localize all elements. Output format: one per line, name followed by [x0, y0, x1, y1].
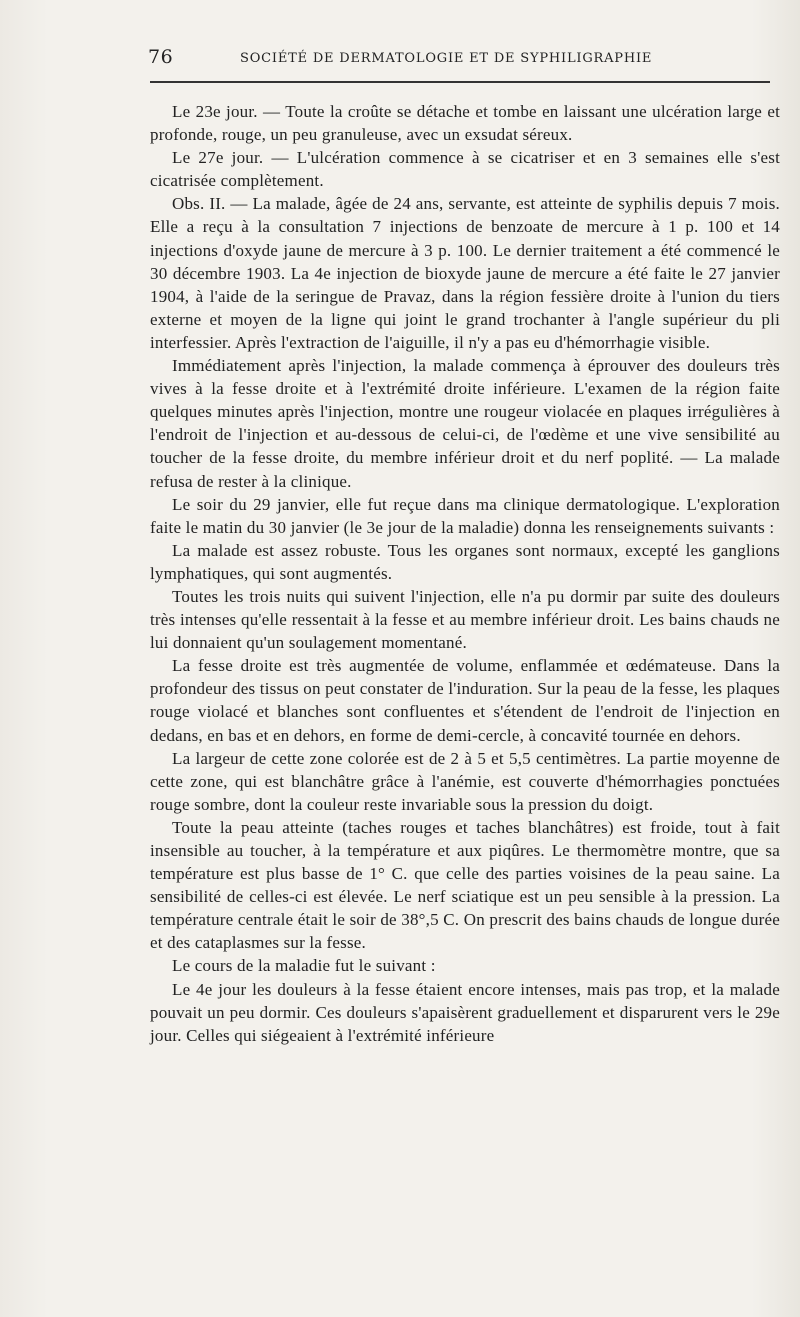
header-rule — [150, 81, 770, 83]
paragraph: Le 27e jour. — L'ulcération commence à se cicatriser et en 3 semaines elle s'est cicatrisée complètement. — [150, 148, 780, 191]
paragraph: La largeur de cette zone colorée est de 2 à 5 et 5,5 centimètres. La partie moyenne de cette zone, qui est blanchâtre grâce à l'anémie, est couverte d'hémorrhagies ponctuées rouge sombre, dont la couleur reste invariable sous la pression du doigt. — [150, 748, 780, 814]
paragraph: Le 4e jour les douleurs à la fesse étaient encore intenses, mais pas trop, et la malade pouvait un peu dormir. Ces douleurs s'apaisèrent graduellement et disparurent vers le 29e jour. Celles qui siégeaient à l'extrémité inférieure — [150, 979, 780, 1045]
paragraph: Immédiatement après l'injection, la malade commença à éprouver des douleurs très vives à la fesse droite et à l'extrémité droite inférieure. L'examen de la région faite quelques minutes après l'injection, montre une rougeur violacée en plaques irrégulières à l'endroit de l'injection et au-dessous de celui-ci, de l'œdème et une vive sensibilité au toucher de la fesse droite, du membre inférieur droit et du nerf poplité. — La malade refusa de rester à la clinique. — [150, 356, 780, 491]
paragraph: Le 23e jour. — Toute la croûte se détache et tombe en laissant une ulcération large et profonde, rouge, un peu granuleuse, avec un exsudat séreux. — [150, 102, 780, 145]
paragraph: Obs. II. — La malade, âgée de 24 ans, servante, est atteinte de syphilis depuis 7 mois. Elle a reçu à la consultation 7 injections de benzoate de mercure à 1 p. 100 et 14 injections d'oxyde jaune de mercure à 3 p. 100. Le dernier traitement a été commencé le 30 décembre 1903. La 4e injection de bioxyde jaune de mercure a été faite le 27 janvier 1904, à l'aide de la seringue de Pravaz, dans la région fessière droite à l'union du tiers externe et moyen de la ligne qui joint le grand trochanter à l'angle supérieur du pli interfessier. Après l'extraction de l'aiguille, il n'y a pas eu d'hémorrhagie visible. — [150, 194, 780, 352]
paragraph: Le soir du 29 janvier, elle fut reçue dans ma clinique dermatologique. L'exploration faite le matin du 30 janvier (le 3e jour de la maladie) donna les renseignements suivants : — [150, 494, 780, 537]
paragraph: La malade est assez robuste. Tous les organes sont normaux, excepté les ganglions lymphatiques, qui sont augmentés. — [150, 540, 780, 583]
page-header — [148, 46, 770, 74]
running-title: SOCIÉTÉ DE DERMATOLOGIE ET DE SYPHILIGRAPHIE — [240, 51, 653, 66]
paragraph: Toutes les trois nuits qui suivent l'injection, elle n'a pu dormir par suite des douleurs très intenses qu'elle ressentait à la fesse et au membre inférieur droit. Les bains chauds ne lui donnaient qu'un soulagement momentané. — [150, 586, 780, 653]
body-text — [150, 100, 780, 1047]
page-number: 76 — [148, 46, 174, 68]
paragraph: Le cours de la maladie fut le suivant : — [172, 956, 436, 976]
paragraph: Toute la peau atteinte (taches rouges et taches blanchâtres) est froide, tout à fait insensible au toucher, à la température et aux piqûres. Le thermomètre montre, que sa température est plus basse de 1° C. que celle des parties voisines de la peau saine. La sensibilité de celles-ci est élevée. Le nerf sciatique est un peu sensible à la pression. La température centrale était le soir de 38°,5 C. On prescrit des bains chauds de longue durée et des cataplasmes sur la fesse. — [150, 817, 780, 953]
paragraph: La fesse droite est très augmentée de volume, enflammée et œdémateuse. Dans la profondeur des tissus on peut constater de l'induration. Sur la peau de la fesse, les plaques rouge violacé et blanches sont confluentes et s'étendent de l'endroit de l'injection en dedans, en bas et en dehors, en forme de demi-cercle, à concavité tournée en dehors. — [150, 656, 780, 745]
